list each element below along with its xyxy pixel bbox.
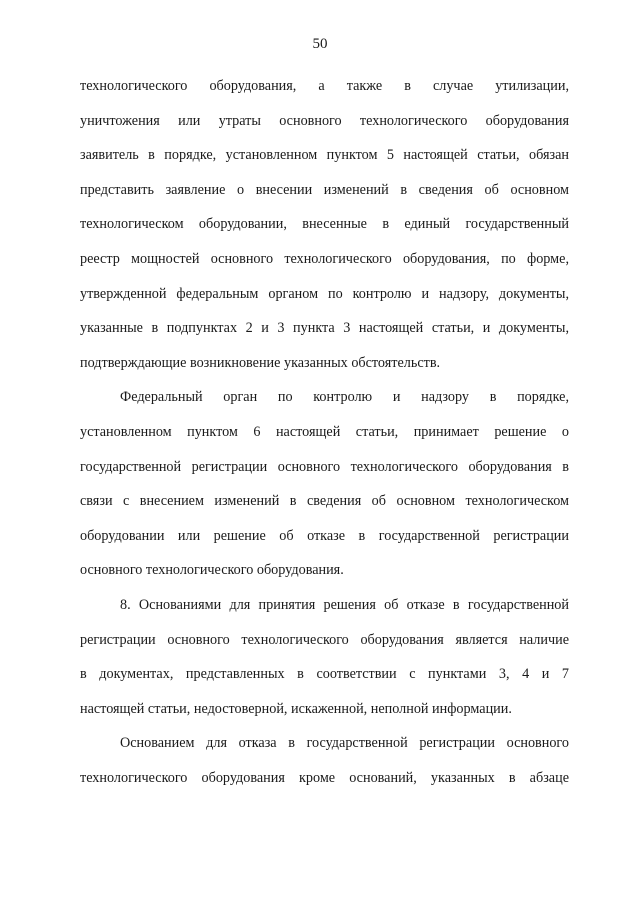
- text-line: регистрации основного технологического оборудования является наличие: [80, 631, 569, 648]
- text-line: технологическом оборудовании, внесенные в единый государственный: [80, 216, 569, 233]
- text-line: представить заявление о внесении изменений в сведения об основном: [80, 181, 569, 198]
- text-line: Основанием для отказа в государственной регистрации основного: [120, 735, 569, 752]
- text-line: технологического оборудования, а также в случае утилизации,: [80, 78, 569, 94]
- text-line: в документах, представленных в соответствии с пунктами 3, 4 и 7: [80, 666, 569, 683]
- text-line: утвержденной федеральным органом по контролю и надзору, документы,: [80, 285, 569, 302]
- text-line: подтверждающие возникновение указанных обстоятельств.: [80, 354, 441, 371]
- document-body: [80, 69, 569, 795]
- text-line: заявитель в порядке, установленном пунктом 5 настоящей статьи, обязан: [80, 147, 569, 164]
- text-line: 8. Основаниями для принятия решения об отказе в государственной: [120, 596, 569, 613]
- text-line: основного технологического оборудования.: [80, 562, 344, 579]
- page-number: 50: [312, 36, 328, 52]
- text-line: оборудовании или решение об отказе в государственной регистрации: [80, 527, 569, 544]
- text-line: связи с внесением изменений в сведения об основном технологическом: [80, 493, 569, 510]
- text-line: настоящей статьи, недостоверной, искаженной, неполной информации.: [80, 700, 512, 717]
- text-line: технологического оборудования кроме оснований, указанных в абзаце: [80, 769, 569, 786]
- text-line: уничтожения или утраты основного технологического оборудования: [80, 112, 569, 129]
- text-line: установленном пунктом 6 настоящей статьи, принимает решение о: [80, 423, 569, 440]
- text-line: государственной регистрации основного технологического оборудования в: [80, 458, 569, 475]
- text-line: Федеральный орган по контролю и надзору в порядке,: [120, 389, 569, 406]
- text-line: реестр мощностей основного технологического оборудования, по форме,: [80, 250, 569, 267]
- text-line: указанные в подпунктах 2 и 3 пункта 3 настоящей статьи, и документы,: [80, 320, 569, 337]
